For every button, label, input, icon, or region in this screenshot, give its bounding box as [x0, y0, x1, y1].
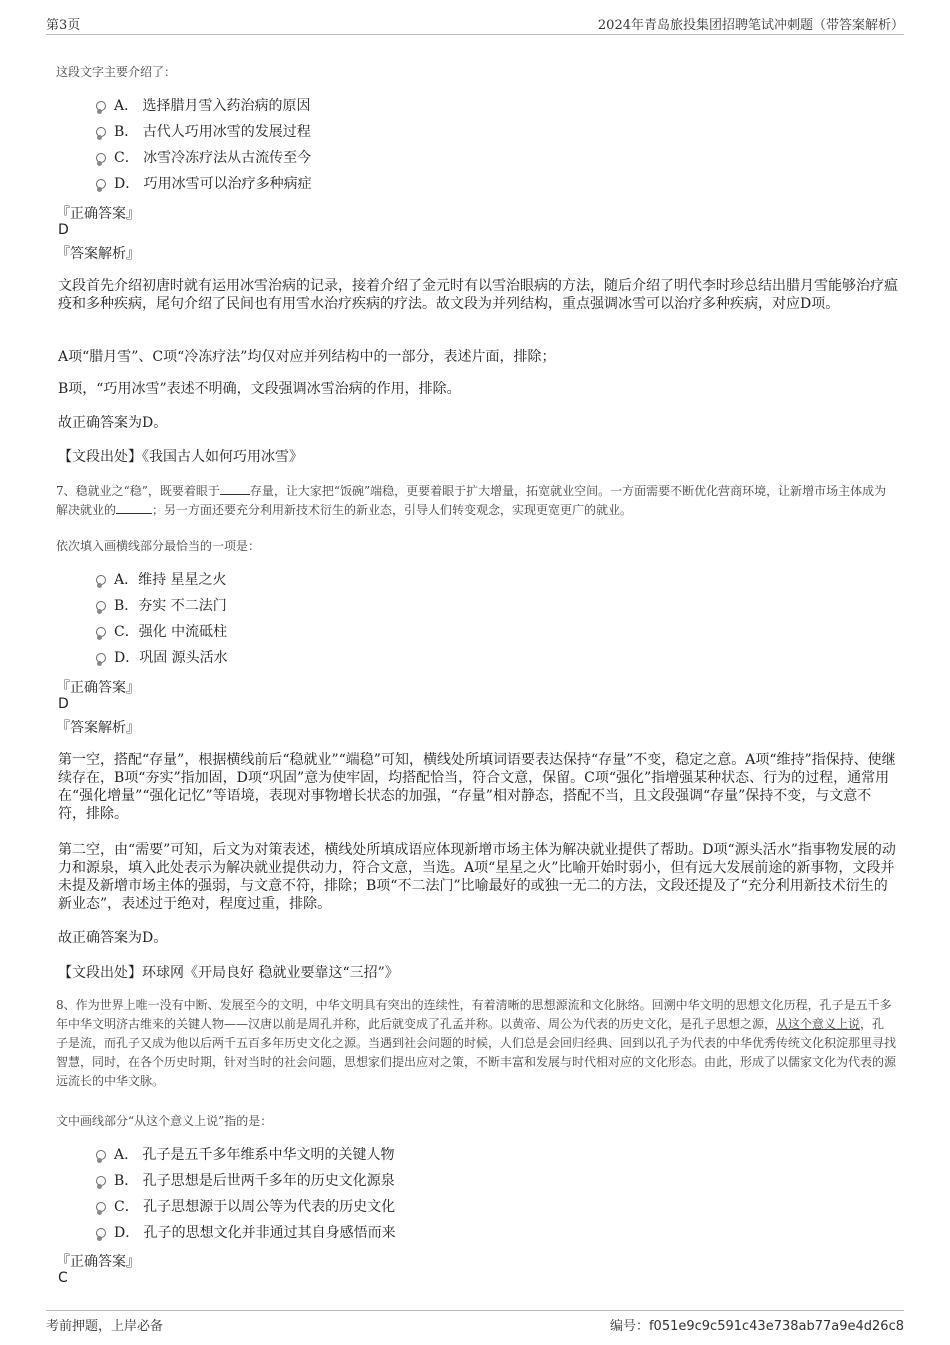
radio-icon[interactable] — [96, 601, 106, 611]
radio-icon[interactable] — [96, 153, 106, 163]
q7-prompt: 依次填入画横线部分最恰当的一项是： — [56, 539, 261, 553]
footer-slogan: 考前押题，上岸必备 — [46, 1319, 164, 1334]
q6-prompt: 这段文字主要介绍了： — [56, 65, 177, 79]
q6-analysis-paragraph: A项“腊月雪”、C项“冷冻疗法”均仅对应并列结构中的一部分，表述片面，排除； — [58, 349, 556, 365]
document-title: 2024年青岛旅投集团招聘笔试冲刺题（带答案解析） — [597, 18, 904, 33]
q8-question-text: 8、作为世界上唯一没有中断、发展至今的文明，中华文明具有突出的连续性，有着清晰的思想源流和文化脉络。回溯中华文明的思想文化历程，孔子是五千多年中华文明济古维来的关键人物——汉唐以前是周孔并称，此后就变成了孔孟并称。以黄帝、周公为代表的历史文化，是孔子思想之源，从这个意义上说，孔子是流，而孔子又成为他以后两千五百多年历史文化之源。当遇到社会问题的时候，人们总是会回归经典、回到以孔子为代表的中华优秀传统文化积淀那里寻找智慧，同时，在各个历史时期，针对当时的社会问题，思想家们提出应对之策，不断丰富和发展与时代相对应的文化形态。由此，形成了以儒家文化为代表的源远流长的中华文脉。 — [56, 998, 897, 1088]
q6-answer-label: 『正确答案』 — [56, 206, 140, 222]
q7-option-b[interactable]: B．夯实 不二法门 — [96, 596, 227, 616]
radio-icon[interactable] — [96, 1176, 106, 1186]
q6-analysis-paragraph: B项，“巧用冰雪”表述不明确，文段强调冰雪治病的作用，排除。 — [58, 381, 461, 397]
q7-option-a[interactable]: A．维持 星星之火 — [96, 570, 227, 590]
radio-icon[interactable] — [96, 101, 106, 111]
q7-analysis-paragraph: 第二空，由“需要”可知，后文为对策表述，横线处所填成语应体现新增市场主体为解决就业提供了帮助。D项“源头活水”指事物发展的动力和源泉，填入此处表示为解决就业提供动力，符合文意，当选。A项“星星之火”比喻开始时弱小，但有远大发展前途的新事物，文段并未提及新增市场主体的强弱，与文意不符，排除；B项“不二法门”比喻最好的或独一无二的方法，文段还提及了“充分利用新技术衍生的新业态”，表述过于绝对，程度过重，排除。 — [58, 842, 896, 912]
blank-2 — [116, 503, 152, 514]
q6-source: 【文段出处】《我国古人如何巧用冰雪》 — [58, 449, 303, 465]
q8-answer: C — [58, 1270, 68, 1286]
q8-prompt: 文中画线部分“从这个意义上说”指的是： — [56, 1114, 273, 1128]
blank-1 — [220, 484, 250, 495]
q8-option-b[interactable]: B． 孔子思想是后世两千多年的历史文化源泉 — [96, 1171, 395, 1191]
page-footer — [46, 1310, 904, 1335]
q6-analysis-label: 『答案解析』 — [56, 246, 140, 262]
radio-icon[interactable] — [96, 575, 106, 585]
q6-analysis-paragraph: 故正确答案为D。 — [58, 415, 168, 431]
q6-option-b[interactable]: B． 古代人巧用冰雪的发展过程 — [96, 122, 311, 142]
q7-answer-label: 『正确答案』 — [56, 680, 140, 696]
q8-option-d[interactable]: D． 孔子的思想文化并非通过其自身感悟而来 — [96, 1223, 396, 1243]
q7-answer: D — [58, 696, 69, 712]
q6-option-d[interactable]: D． 巧用冰雪可以治疗多种病症 — [96, 174, 312, 194]
q7-option-d[interactable]: D．巩固 源头活水 — [96, 648, 228, 668]
q8-option-c[interactable]: C． 孔子思想源于以周公等为代表的历史文化 — [96, 1197, 395, 1217]
radio-icon[interactable] — [96, 1150, 106, 1160]
q7-source: 【文段出处】环球网《开局良好 稳就业要靠这“三招”》 — [58, 965, 399, 981]
q7-analysis-paragraph: 第一空，搭配“存量”，根据横线前后“稳就业”“端稳”可知，横线处所填词语要表达保持“存量”不变，稳定之意。A项“维持”指保持、使继续存在，B项“夯实”指加固，D项“巩固”意为使牢固，均搭配恰当，符合文意，保留。C项“强化”指增强某种状态、行为的过程，通常用在“强化增量”“强化记忆”等语境，表现对事物增长状态的加强，“存量”相对静态，搭配不当，且文段强调“存量”保持不变，与文意不符，排除。 — [58, 752, 896, 822]
q6-option-a[interactable]: A． 选择腊月雪入药治病的原因 — [96, 96, 311, 116]
page-number: 第3页 — [46, 18, 81, 33]
q7-question-text: 7、稳就业之“稳”，既要着眼于 存量，让大家把“饭碗”端稳，更要着眼于扩大增量，拓宽就业空间。一方面需要不断优化营商环境，让新增市场主体成为解决就业的 ；另一方面还要充分利用新技术衍生的新业态，引导人们转变观念，实现更宽更广的就业。 — [56, 484, 887, 517]
q7-analysis-paragraph: 故正确答案为D。 — [58, 930, 168, 946]
q6-answer: D — [58, 222, 69, 238]
footer-code: 编号：f051e9c9c591c43e738ab77a9e4d26c8 — [609, 1319, 904, 1334]
page-header — [46, 14, 904, 35]
q6-analysis-paragraph: 文段首先介绍初唐时就有运用冰雪治病的记录，接着介绍了金元时有以雪治眼病的方法，随后介绍了明代李时珍总结出腊月雪能够治疗瘟疫和多种疾病，尾句介绍了民间也有用雪水治疗疾病的疗法。故文段为并列结构，重点强调冰雪可以治疗多种疾病，对应D项。 — [58, 278, 898, 312]
radio-icon[interactable] — [96, 627, 106, 637]
q8-option-a[interactable]: A． 孔子是五千多年维系中华文明的关键人物 — [96, 1145, 395, 1165]
radio-icon[interactable] — [96, 653, 106, 663]
underlined-phrase: 从这个意义上说 — [776, 1017, 861, 1031]
q6-option-c[interactable]: C． 冰雪冷冻疗法从古流传至今 — [96, 148, 311, 168]
q7-option-c[interactable]: C．强化 中流砥柱 — [96, 622, 227, 642]
q7-analysis-label: 『答案解析』 — [56, 720, 140, 736]
q8-answer-label: 『正确答案』 — [56, 1254, 140, 1270]
radio-icon[interactable] — [96, 127, 106, 137]
radio-icon[interactable] — [96, 1228, 106, 1238]
radio-icon[interactable] — [96, 179, 106, 189]
radio-icon[interactable] — [96, 1202, 106, 1212]
